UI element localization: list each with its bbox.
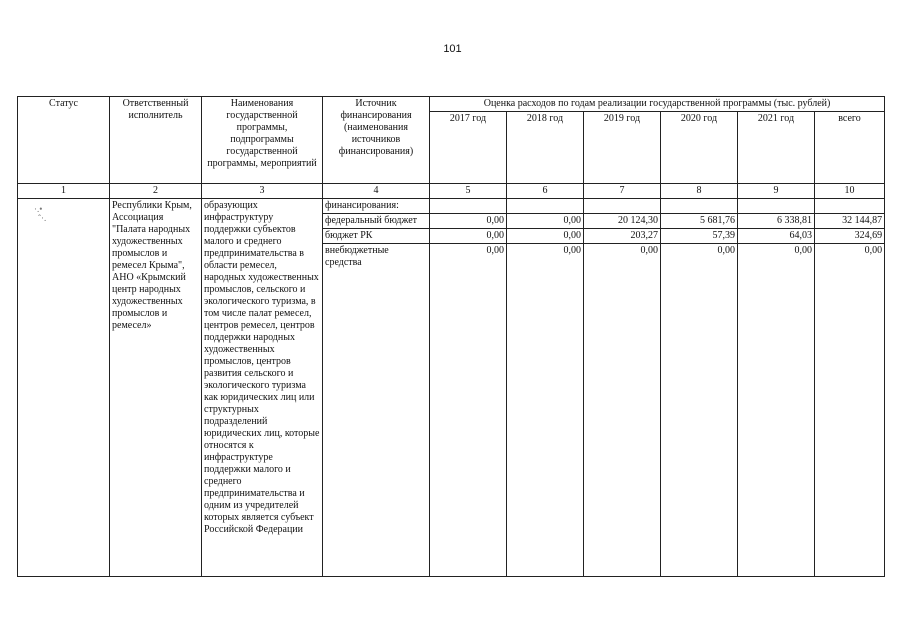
value-2018: 0,00 bbox=[507, 214, 584, 229]
value-2019: 20 124,30 bbox=[584, 214, 661, 229]
empty-cell bbox=[661, 199, 738, 214]
source-regional-budget: бюджет РК bbox=[323, 229, 430, 244]
header-financing-source: Источник финансирования (наименования источников финансирования) bbox=[323, 97, 430, 184]
value-2019: 203,27 bbox=[584, 229, 661, 244]
value-total: 324,69 bbox=[815, 229, 885, 244]
scan-speck: ˆ·. bbox=[38, 213, 47, 223]
source-extrabudgetary: внебюджетные средства bbox=[323, 244, 430, 577]
header-estimate: Оценка расходов по годам реализации государственной программы (тыс. рублей) bbox=[430, 97, 885, 112]
header-program-name: Наименования государственной программы, подпрограммы государственной программы, мероприятий bbox=[202, 97, 323, 184]
page-number: 101 bbox=[443, 43, 462, 55]
executor-cell: Республики Крым, Ассоциация "Палата народных художественных промыслов и ремесел Крыма", АНО «Крымский центр народных художественных промыслов и ремесел» bbox=[110, 199, 202, 577]
column-numbers-row bbox=[18, 184, 885, 199]
header-year-2020: 2020 год bbox=[661, 112, 738, 184]
program-name-cell: образующих инфраструктуру поддержки субъектов малого и среднего предпринимательства в области ремесел, народных художественных промыслов, сельского и экологического туризма, в том числе палат ремесел, центров ремесел, центров поддержки народных художественных промыслов, центров развития сельского и экологического туризма как юридических лиц или структурных подразделений юридических лиц, которые относятся к инфраструктуре поддержки малого и среднего предпринимательства и одним из учредителей которых является субъект Российской Федерации bbox=[202, 199, 323, 577]
header-status: Статус bbox=[18, 97, 110, 184]
value-2017: 0,00 bbox=[430, 214, 507, 229]
col-number: 2 bbox=[110, 184, 202, 199]
col-number: 1 bbox=[18, 184, 110, 199]
col-number: 4 bbox=[323, 184, 430, 199]
value-2017: 0,00 bbox=[430, 244, 507, 577]
col-number: 6 bbox=[507, 184, 584, 199]
col-number: 9 bbox=[738, 184, 815, 199]
source-federal-budget: федеральный бюджет bbox=[323, 214, 430, 229]
value-2020: 0,00 bbox=[661, 244, 738, 577]
value-2020: 57,39 bbox=[661, 229, 738, 244]
col-number: 10 bbox=[815, 184, 885, 199]
value-2021: 64,03 bbox=[738, 229, 815, 244]
value-2021: 0,00 bbox=[738, 244, 815, 577]
financing-label: финансирования: bbox=[323, 199, 430, 214]
header-row-1 bbox=[18, 97, 885, 112]
value-2021: 6 338,81 bbox=[738, 214, 815, 229]
value-2020: 5 681,76 bbox=[661, 214, 738, 229]
col-number: 5 bbox=[430, 184, 507, 199]
col-number: 7 bbox=[584, 184, 661, 199]
header-year-2021: 2021 год bbox=[738, 112, 815, 184]
value-2017: 0,00 bbox=[430, 229, 507, 244]
value-2019: 0,00 bbox=[584, 244, 661, 577]
empty-cell bbox=[738, 199, 815, 214]
financing-label-row bbox=[18, 199, 885, 214]
empty-cell bbox=[430, 199, 507, 214]
header-year-2019: 2019 год bbox=[584, 112, 661, 184]
value-total: 0,00 bbox=[815, 244, 885, 577]
status-cell bbox=[18, 199, 110, 577]
budget-table bbox=[17, 96, 885, 577]
header-executor: Ответственный исполнитель bbox=[110, 97, 202, 184]
value-2018: 0,00 bbox=[507, 244, 584, 577]
header-total: всего bbox=[815, 112, 885, 184]
empty-cell bbox=[507, 199, 584, 214]
header-year-2018: 2018 год bbox=[507, 112, 584, 184]
col-number: 3 bbox=[202, 184, 323, 199]
header-year-2017: 2017 год bbox=[430, 112, 507, 184]
value-total: 32 144,87 bbox=[815, 214, 885, 229]
empty-cell bbox=[815, 199, 885, 214]
value-2018: 0,00 bbox=[507, 229, 584, 244]
empty-cell bbox=[584, 199, 661, 214]
col-number: 8 bbox=[661, 184, 738, 199]
scan-speck: ·.• bbox=[34, 204, 43, 214]
